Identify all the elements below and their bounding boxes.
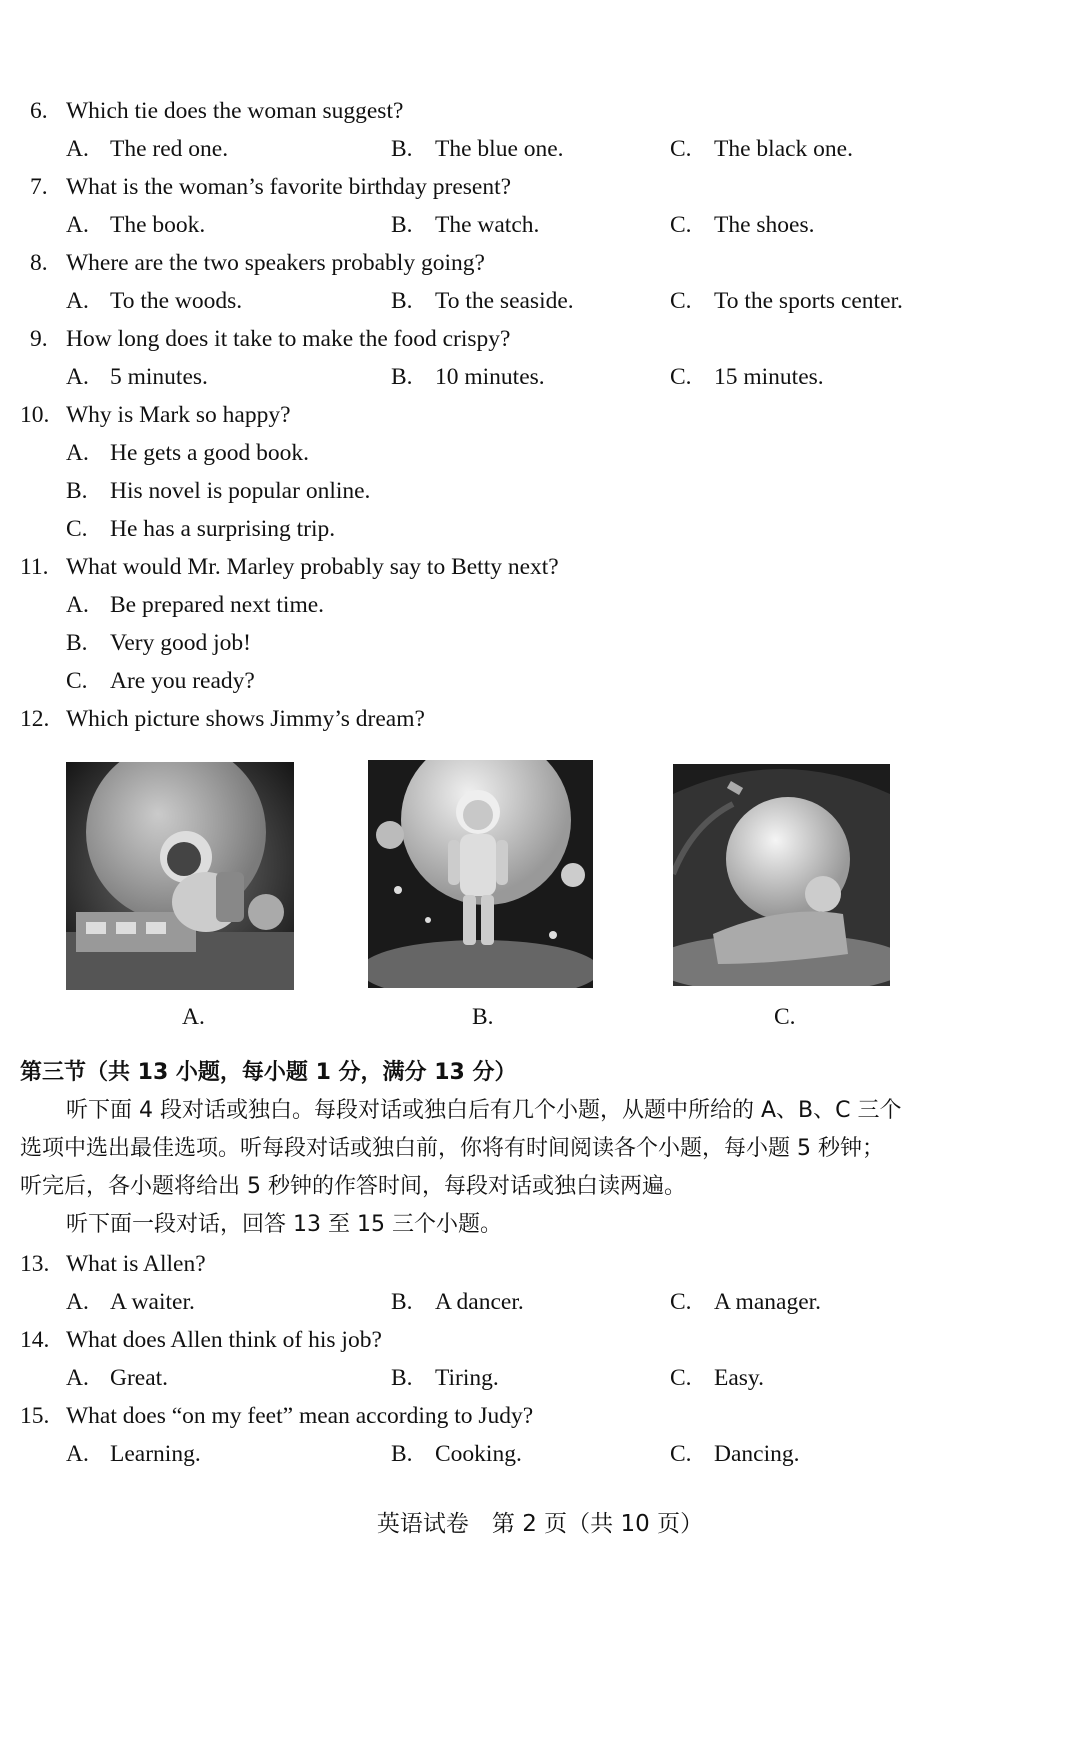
question-number: 9. <box>30 326 48 352</box>
option-c: C. 15 minutes. <box>670 364 824 390</box>
question-text: How long does it take to make the food crispy? <box>66 326 511 352</box>
option-b: B. To the seaside. <box>391 288 574 314</box>
picture-a-label: A. <box>182 1004 205 1030</box>
question-text: What would Mr. Marley probably say to Betty next? <box>66 554 559 580</box>
option-b: B. Cooking. <box>391 1441 522 1467</box>
picture-c-illustration <box>673 764 890 986</box>
option-c: C. The shoes. <box>670 212 815 238</box>
section-3-title: 第三节（共 13 小题，每小题 1 分，满分 13 分） <box>20 1060 517 1085</box>
question-number: 12. <box>20 706 50 732</box>
question-text: Which tie does the woman suggest? <box>66 98 404 124</box>
option-a: A. Be prepared next time. <box>66 592 325 618</box>
option-a: A. He gets a good book. <box>66 440 310 466</box>
option-c: C. He has a surprising trip. <box>66 516 336 542</box>
picture-a-illustration <box>66 762 294 990</box>
question-number: 11. <box>20 554 49 580</box>
picture-b-label: B. <box>472 1004 494 1030</box>
option-b: B. A dancer. <box>391 1289 524 1315</box>
question-text: What does “on my feet” mean according to Judy? <box>66 1403 534 1429</box>
page-footer: 英语试卷 第 2 页（共 10 页） <box>376 1511 704 1537</box>
question-text: What is Allen? <box>66 1251 206 1277</box>
dialogue-instructions: 听下面一段对话，回答 13 至 15 三个小题。 <box>66 1212 502 1237</box>
question-text: Which picture shows Jimmy’s dream? <box>66 706 425 732</box>
option-a: A. To the woods. <box>66 288 243 314</box>
option-b: B. The watch. <box>391 212 540 238</box>
option-b: B. 10 minutes. <box>391 364 545 390</box>
option-a: A. Great. <box>66 1365 169 1391</box>
option-c: C. To the sports center. <box>670 288 903 314</box>
question-text: What does Allen think of his job? <box>66 1327 382 1353</box>
option-c: C. Easy. <box>670 1365 765 1391</box>
option-b: B. Tiring. <box>391 1365 499 1391</box>
option-b: B. His novel is popular online. <box>66 478 371 504</box>
picture-b-astronaut-on-moon <box>368 760 593 988</box>
option-a: A. The book. <box>66 212 206 238</box>
option-b: B. Very good job! <box>66 630 251 656</box>
picture-c-label: C. <box>774 1004 796 1030</box>
option-a: A. 5 minutes. <box>66 364 208 390</box>
question-text: Why is Mark so happy? <box>66 402 291 428</box>
option-b: B. The blue one. <box>391 136 564 162</box>
picture-a-astronaut-building <box>66 762 294 990</box>
section-3-instructions-line-1: 听下面 4 段对话或独白。每段对话或独白后有几个小题，从题中所给的 A、B、C 三个 <box>66 1098 902 1123</box>
question-number: 14. <box>20 1327 50 1353</box>
question-number: 10. <box>20 402 50 428</box>
question-number: 6. <box>30 98 48 124</box>
option-a: A. The red one. <box>66 136 229 162</box>
option-a: A. Learning. <box>66 1441 201 1467</box>
section-3-instructions-line-2: 选项中选出最佳选项。听每段对话或独白前，你将有时间阅读各个小题，每小题 5 秒钟； <box>20 1136 884 1161</box>
option-c: C. Are you ready? <box>66 668 255 694</box>
option-c: C. A manager. <box>670 1289 822 1315</box>
question-number: 13. <box>20 1251 50 1277</box>
option-a: A. A waiter. <box>66 1289 195 1315</box>
option-c: C. The black one. <box>670 136 853 162</box>
question-number: 15. <box>20 1403 50 1429</box>
question-text: What is the woman’s favorite birthday present? <box>66 174 512 200</box>
question-text: Where are the two speakers probably going? <box>66 250 485 276</box>
option-c: C. Dancing. <box>670 1441 800 1467</box>
picture-c-boy-in-spaceship <box>673 764 890 986</box>
question-number: 7. <box>30 174 48 200</box>
section-3-instructions-line-3: 听完后，各小题将给出 5 秒钟的作答时间，每段对话或独白读两遍。 <box>20 1174 686 1199</box>
question-number: 8. <box>30 250 48 276</box>
picture-b-illustration <box>368 760 593 988</box>
